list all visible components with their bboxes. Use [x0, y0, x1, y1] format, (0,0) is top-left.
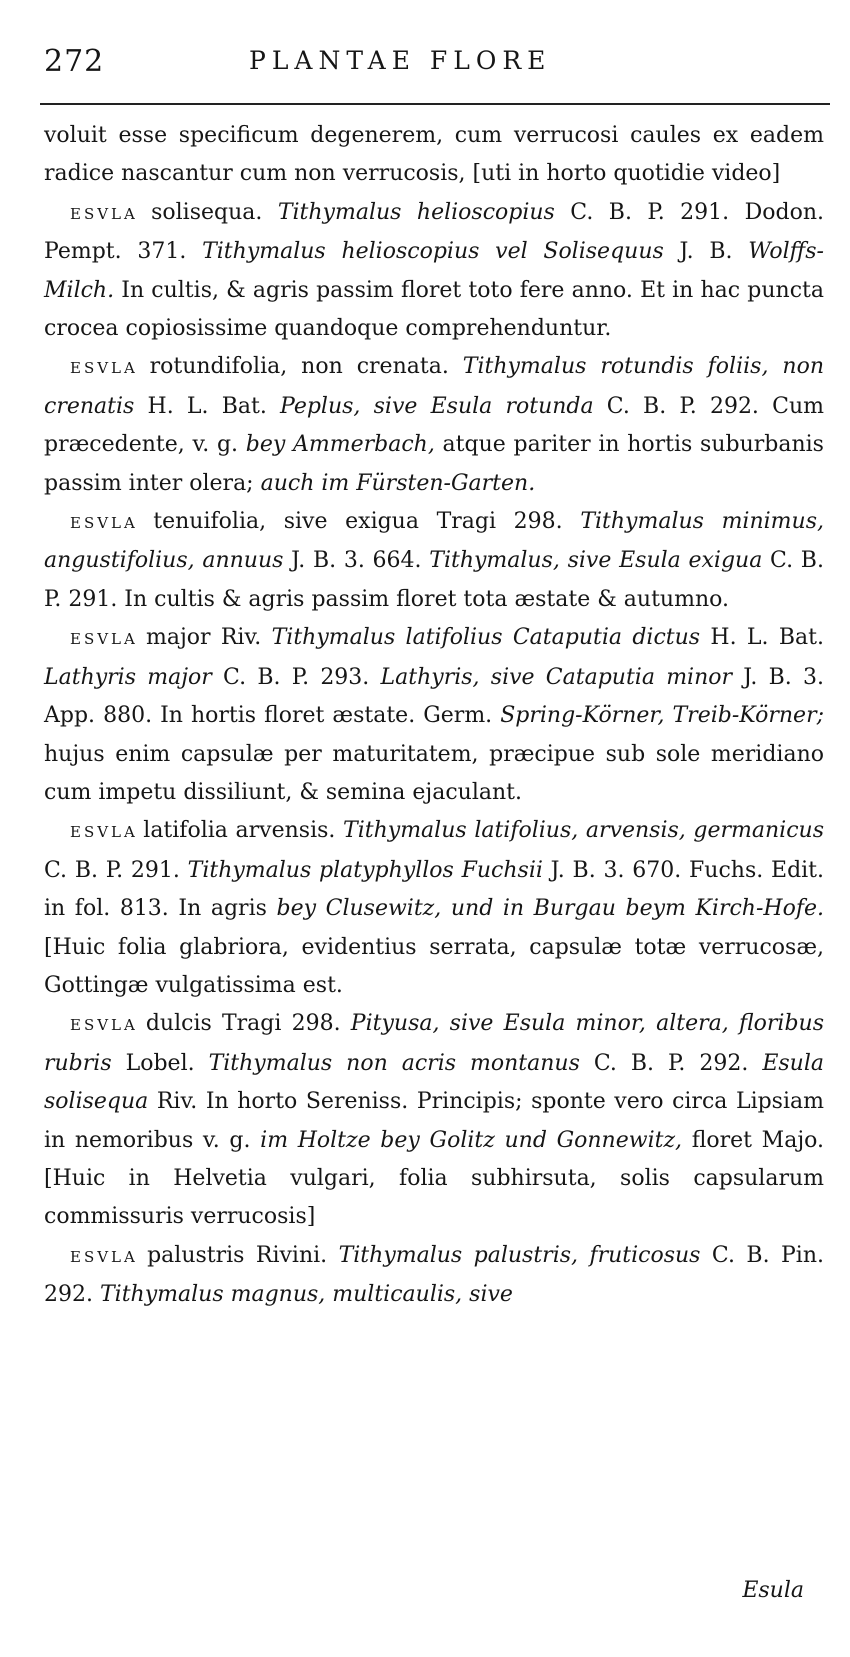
- italic-name: auch im Fürsten-Garten.: [260, 470, 536, 496]
- italic-name: im Holtze bey Golitz und Gonnewitz,: [260, 1127, 683, 1153]
- text-run: major Riv.: [145, 625, 272, 651]
- italic-name: Tithymalus rotundis foliis, non crenatis: [44, 354, 824, 419]
- genus-smallcaps: ESVLA: [70, 514, 138, 533]
- italic-name: Tithymalus, sive Esula exigua: [429, 548, 763, 574]
- italic-name: Lathyris, sive Cataputia minor: [380, 664, 733, 690]
- italic-name: Tithymalus minimus, angustifolius, annuus: [44, 509, 824, 574]
- italic-name: Tithymalus platyphyllos Fuchsii: [187, 857, 543, 883]
- italic-name: Tithymalus palustris, fruticosus: [338, 1242, 701, 1268]
- text-run: [Huic folia glabriora, evidentius serrata, capsulæ totæ verrucosæ, Gottingæ vulgatissima est.: [44, 934, 824, 998]
- genus-smallcaps: ESVLA: [70, 823, 138, 842]
- genus-smallcaps: ESVLA: [70, 204, 138, 223]
- text-run: tenuifolia, sive exigua Tragi 298.: [153, 509, 581, 535]
- text-run: J. B. 3. 670. Fuchs. Edit. in fol. 813. In agris: [44, 857, 825, 922]
- genus-smallcaps: ESVLA: [70, 1016, 138, 1035]
- entry-paragraph: [44, 348, 824, 503]
- text-run: C. B. P. 291. Dodon. Pempt. 371.: [44, 199, 824, 265]
- italic-name: Pityusa, sive Esula minor, altera, floribus rubris: [44, 1011, 824, 1076]
- italic-name: Spring-Körner, Treib-Körner;: [500, 703, 824, 729]
- text-run: H. L. Bat.: [700, 625, 824, 651]
- text-run: dulcis Tragi 298.: [145, 1011, 351, 1037]
- entry-paragraph: [44, 619, 824, 812]
- text-run: In cultis, & agris passim floret toto fere anno. Et in hac puncta crocea copiosissime quandoque comprehenduntur.: [44, 277, 824, 342]
- italic-name: Peplus, sive Esula rotunda: [280, 393, 594, 419]
- italic-name: Tithymalus helioscopius vel Solisequus: [202, 239, 664, 265]
- page-header: [44, 44, 824, 84]
- entry-paragraph: [44, 1237, 824, 1315]
- page-body: [44, 117, 824, 1315]
- italic-name: bey Clusewitz, und in Burgau beym Kirch-Hofe.: [276, 896, 824, 922]
- italic-name: Tithymalus non acris montanus: [208, 1050, 580, 1076]
- entry-paragraph: [44, 194, 824, 349]
- catchword: Esula: [742, 1578, 804, 1603]
- text-run: C. B. P. 292. Cum præcedente, v. g.: [44, 393, 824, 458]
- text-run: voluit esse specificum degenerem, cum verrucosi caules ex eadem radice nascantur cum non verrucosis, [uti in horto quotidie video]: [44, 123, 824, 187]
- text-run: latifolia arvensis.: [143, 818, 344, 844]
- text-run: solisequa.: [151, 199, 278, 225]
- text-run: floret Majo. [Huic in Helvetia vulgari, folia subhirsuta, solis capsularum commissuris verrucosis]: [44, 1127, 824, 1230]
- genus-smallcaps: ESVLA: [70, 630, 138, 649]
- text-run: rotundifolia, non crenata.: [149, 354, 463, 380]
- text-run: J. B.: [663, 239, 749, 265]
- entry-paragraph: [44, 503, 824, 619]
- entry-paragraph: [44, 812, 824, 1005]
- text-run: C. B. Pin. 292.: [44, 1242, 824, 1308]
- entry-paragraph: [44, 1005, 824, 1236]
- header-rule: [40, 103, 830, 105]
- italic-name: Tithymalus helioscopius: [277, 199, 555, 225]
- italic-name: Tithymalus latifolius Cataputia dictus: [271, 625, 701, 651]
- page-number: 272: [44, 44, 105, 79]
- italic-name: Esula solisequa: [44, 1050, 824, 1115]
- text-run: Lobel.: [111, 1050, 209, 1076]
- text-run: atque pariter in hortis suburbanis passim inter olera;: [44, 432, 824, 496]
- genus-smallcaps: ESVLA: [70, 1247, 138, 1266]
- text-run: H. L. Bat.: [134, 393, 281, 419]
- italic-name: Tithymalus magnus, multicaulis, sive: [99, 1282, 513, 1308]
- italic-name: Tithymalus latifolius, arvensis, germanicus: [343, 818, 824, 844]
- text-run: C. B. P. 291.: [44, 857, 188, 883]
- text-run: J. B. 3. 664.: [283, 548, 430, 574]
- genus-smallcaps: ESVLA: [70, 359, 138, 378]
- text-run: J. B. 3. App. 880. In hortis floret æstate. Germ.: [44, 664, 825, 729]
- italic-name: bey Ammerbach,: [245, 432, 435, 458]
- italic-name: Lathyris major: [44, 664, 212, 690]
- text-run: C. B. P. 292.: [579, 1050, 763, 1076]
- text-run: palustris Rivini.: [147, 1242, 339, 1268]
- text-run: C. B. P. 293.: [211, 664, 381, 690]
- italic-name: Wolffs-Milch.: [44, 239, 824, 303]
- text-run: hujus enim capsulæ per maturitatem, præcipue sub sole meridiano cum impetu dissiliunt, & semina ejaculant.: [44, 741, 824, 805]
- text-run: C. B. P. 291. In cultis & agris passim floret tota æstate & autumno.: [44, 548, 824, 612]
- text-run: Riv. In horto Sereniss. Principis; sponte vero circa Lipsiam in nemoribus v. g.: [44, 1089, 824, 1153]
- entry-paragraph: [44, 117, 824, 194]
- running-head: PLANTAE FLORE: [249, 46, 552, 75]
